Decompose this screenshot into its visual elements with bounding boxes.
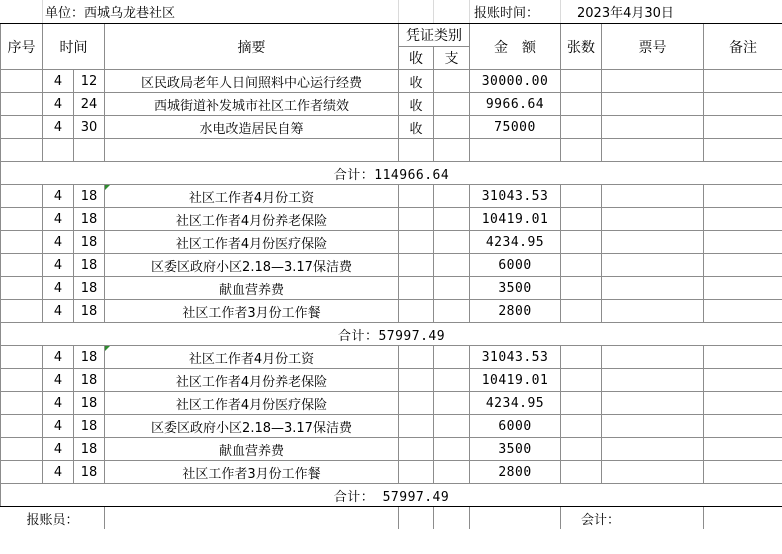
month-cell: 4 [43,438,74,461]
month-cell: 4 [43,208,74,231]
sheets-cell [561,208,602,231]
remark-cell [704,70,782,93]
sheets-cell [561,185,602,208]
amount-cell: 6000 [470,415,561,438]
day-cell: 18 [74,415,105,438]
amount-cell: 3500 [470,277,561,300]
voucher-out-cell [434,300,470,323]
table-row [1,208,782,231]
subtotal-3: 合计： 57997.49 [1,484,782,507]
sheets-cell [561,392,602,415]
voucher-out-cell [434,208,470,231]
amount-cell: 31043.53 [470,346,561,369]
summary-cell: 区委区政府小区2.18—3.17保洁费 [105,254,399,277]
month-cell: 4 [43,369,74,392]
amount-cell: 6000 [470,254,561,277]
col-voucher-type: 凭证类别 [399,24,470,47]
voucher-in-cell [399,277,434,300]
amount-cell: 75000 [470,116,561,139]
ticket-cell [602,277,704,300]
seq-cell [1,438,43,461]
sheets-cell [561,231,602,254]
month-cell: 4 [43,116,74,139]
col-ticket-no: 票号 [602,24,704,70]
empty-cell [561,139,602,162]
sheets-cell [561,93,602,116]
summary-cell: 西城街道补发城市社区工作者绩效 [105,93,399,116]
subtotal-1: 合计：114966.64 [1,162,782,185]
header-info-row [1,0,782,24]
amount-cell: 4234.95 [470,231,561,254]
col-time: 时间 [43,24,105,70]
voucher-out-cell [434,438,470,461]
blank-cell [105,507,399,530]
ticket-cell [602,438,704,461]
sheets-cell [561,254,602,277]
table-row [1,346,782,369]
ticket-cell [602,300,704,323]
blank-cell [704,507,782,530]
day-cell: 12 [74,70,105,93]
voucher-out-cell [434,70,470,93]
day-cell: 18 [74,300,105,323]
footer-row [1,507,782,530]
voucher-out-cell [434,346,470,369]
blank-cell [434,507,470,530]
table-row [1,461,782,484]
voucher-in-cell [399,461,434,484]
summary-cell: 社区工作者4月份养老保险 [105,369,399,392]
voucher-in-cell [399,208,434,231]
empty-cell [399,139,434,162]
ticket-cell [602,415,704,438]
seq-cell [1,254,43,277]
remark-cell [704,231,782,254]
day-cell: 18 [74,185,105,208]
empty-cell [74,139,105,162]
summary-cell: 社区工作者4月份医疗保险 [105,231,399,254]
seq-cell [1,116,43,139]
ticket-cell [602,116,704,139]
month-cell: 4 [43,300,74,323]
subtotal-row [1,323,782,346]
voucher-in-cell: 收 [399,70,434,93]
voucher-in-cell [399,415,434,438]
month-cell: 4 [43,70,74,93]
remark-cell [704,185,782,208]
day-cell: 30 [74,116,105,139]
ticket-cell [602,369,704,392]
table-row [1,438,782,461]
voucher-in-cell [399,369,434,392]
month-cell: 4 [43,185,74,208]
col-voucher-in: 收 [399,47,434,70]
ticket-cell [602,231,704,254]
sheets-cell [561,300,602,323]
amount-cell: 10419.01 [470,208,561,231]
voucher-out-cell [434,254,470,277]
summary-cell: 社区工作者4月份工资 [105,185,399,208]
column-header-row [1,24,782,47]
sheets-cell [561,116,602,139]
remark-cell [704,116,782,139]
voucher-in-cell [399,346,434,369]
col-seq: 序号 [1,24,43,70]
day-cell: 18 [74,346,105,369]
table-row [1,70,782,93]
table-row [1,369,782,392]
month-cell: 4 [43,346,74,369]
day-cell: 18 [74,438,105,461]
seq-cell [1,300,43,323]
empty-cell [704,139,782,162]
ticket-cell [602,461,704,484]
ticket-cell [602,93,704,116]
blank-cell [434,0,470,24]
remark-cell [704,369,782,392]
day-cell: 18 [74,231,105,254]
report-time-label: 报账时间： [470,0,561,24]
voucher-out-cell [434,392,470,415]
month-cell: 4 [43,461,74,484]
amount-cell: 9966.64 [470,93,561,116]
day-cell: 18 [74,277,105,300]
summary-cell: 献血营养费 [105,438,399,461]
ticket-cell [602,254,704,277]
empty-cell [1,139,43,162]
table-row [1,300,782,323]
month-cell: 4 [43,93,74,116]
ticket-cell [602,70,704,93]
blank-cell [399,0,434,24]
seq-cell [1,185,43,208]
month-cell: 4 [43,277,74,300]
ticket-cell [602,208,704,231]
remark-cell [704,277,782,300]
day-cell: 18 [74,254,105,277]
voucher-out-cell [434,415,470,438]
voucher-in-cell [399,392,434,415]
table-row [1,254,782,277]
day-cell: 18 [74,392,105,415]
seq-cell [1,208,43,231]
remark-cell [704,415,782,438]
subtotal-2: 合计：57997.49 [1,323,782,346]
seq-cell [1,70,43,93]
table-row [1,185,782,208]
subtotal-row [1,484,782,507]
voucher-in-cell [399,438,434,461]
voucher-in-cell [399,231,434,254]
amount-cell: 3500 [470,438,561,461]
empty-cell [470,139,561,162]
remark-cell [704,300,782,323]
report-date: 2023年4月30日 [561,0,782,24]
voucher-out-cell [434,461,470,484]
voucher-out-cell [434,185,470,208]
remark-cell [704,254,782,277]
remark-cell [704,438,782,461]
amount-cell: 4234.95 [470,392,561,415]
summary-cell: 社区工作者3月份工作餐 [105,300,399,323]
blank-cell [399,507,434,530]
seq-cell [1,369,43,392]
voucher-out-cell [434,369,470,392]
month-cell: 4 [43,254,74,277]
empty-cell [105,139,399,162]
voucher-out-cell [434,93,470,116]
seq-cell [1,392,43,415]
seq-cell [1,93,43,116]
remark-cell [704,93,782,116]
voucher-in-cell: 收 [399,93,434,116]
seq-cell [1,415,43,438]
unit-name: 西城乌龙巷社区 [84,6,176,21]
seq-cell [1,461,43,484]
empty-cell [43,139,74,162]
voucher-in-cell [399,300,434,323]
remark-cell [704,392,782,415]
sheets-cell [561,461,602,484]
table-row [1,116,782,139]
table-row [1,231,782,254]
remark-cell [704,346,782,369]
voucher-in-cell: 收 [399,116,434,139]
month-cell: 4 [43,231,74,254]
table-row [1,415,782,438]
subtotal-row [1,162,782,185]
month-cell: 4 [43,392,74,415]
day-cell: 24 [74,93,105,116]
sheets-cell [561,415,602,438]
table-row [1,277,782,300]
voucher-out-cell [434,277,470,300]
col-remark: 备注 [704,24,782,70]
unit-label: 单位： [45,6,85,21]
blank-cell [1,0,43,24]
day-cell: 18 [74,369,105,392]
day-cell: 18 [74,461,105,484]
summary-cell: 社区工作者4月份医疗保险 [105,392,399,415]
summary-cell: 社区工作者4月份工资 [105,346,399,369]
remark-cell [704,461,782,484]
reporter-label: 报账员： [1,507,105,530]
amount-cell: 31043.53 [470,185,561,208]
unit-cell [43,0,399,24]
summary-cell: 水电改造居民自筹 [105,116,399,139]
sheets-cell [561,277,602,300]
summary-cell: 献血营养费 [105,277,399,300]
seq-cell [1,346,43,369]
sheets-cell [561,70,602,93]
ticket-cell [602,392,704,415]
sheets-cell [561,369,602,392]
voucher-out-cell [434,231,470,254]
ticket-cell [602,346,704,369]
col-sheets: 张数 [561,24,602,70]
remark-cell [704,208,782,231]
sheets-cell [561,346,602,369]
col-amount: 金 额 [470,24,561,70]
voucher-in-cell [399,254,434,277]
col-summary: 摘要 [105,24,399,70]
summary-cell: 区民政局老年人日间照料中心运行经费 [105,70,399,93]
table-row [1,392,782,415]
month-cell: 4 [43,415,74,438]
empty-cell [434,139,470,162]
summary-cell: 社区工作者3月份工作餐 [105,461,399,484]
seq-cell [1,277,43,300]
blank-cell [470,507,561,530]
day-cell: 18 [74,208,105,231]
seq-cell [1,231,43,254]
table-row [1,93,782,116]
amount-cell: 10419.01 [470,369,561,392]
amount-cell: 2800 [470,461,561,484]
accountant-label: 会计： [561,507,704,530]
summary-cell: 区委区政府小区2.18—3.17保洁费 [105,415,399,438]
empty-row [1,139,782,162]
empty-cell [602,139,704,162]
amount-cell: 2800 [470,300,561,323]
voucher-out-cell [434,116,470,139]
sheets-cell [561,438,602,461]
amount-cell: 30000.00 [470,70,561,93]
summary-cell: 社区工作者4月份养老保险 [105,208,399,231]
ticket-cell [602,185,704,208]
col-voucher-out: 支 [434,47,470,70]
voucher-in-cell [399,185,434,208]
